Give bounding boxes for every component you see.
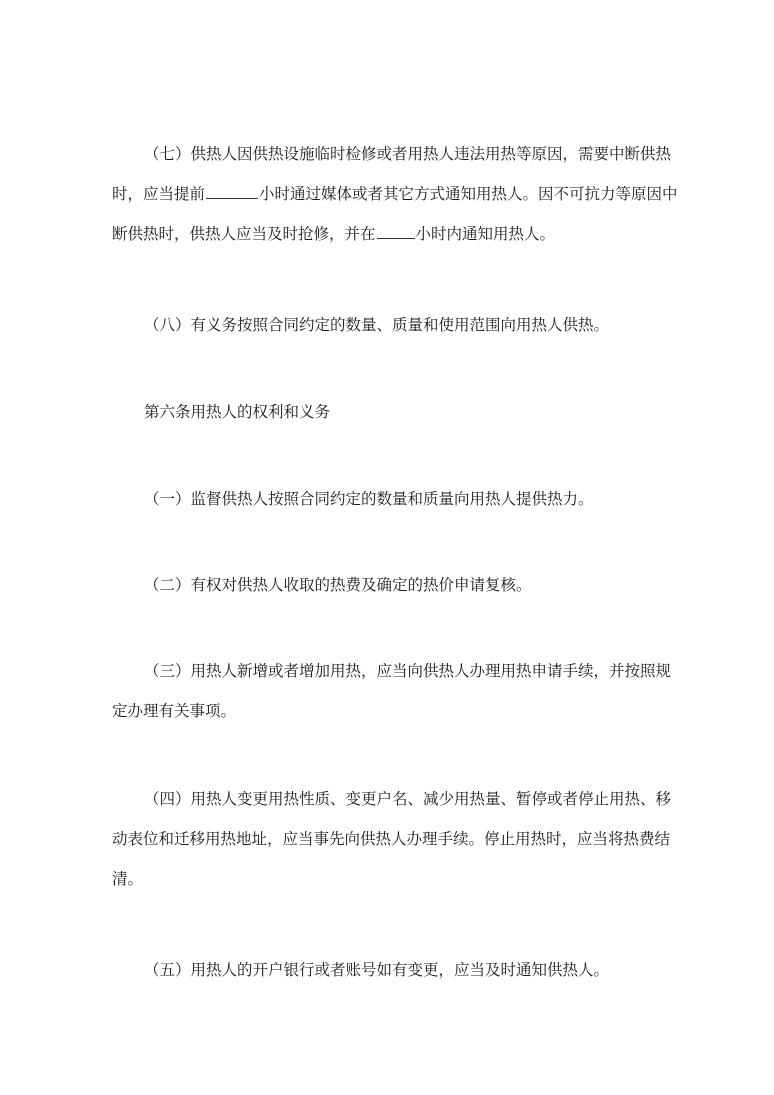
clause-7-line-3 (112, 214, 664, 254)
clause-8-line-1: （八）有义务按照合同约定的数量、质量和使用范围向用热人供热。 (144, 316, 610, 334)
item-2-paragraph (112, 565, 664, 605)
item-3-paragraph (112, 651, 672, 731)
item-5-paragraph (112, 950, 664, 990)
item-4-line-1: （四）用热人变更用热性质、变更户名、减少用热量、暂停或者停止用热、移 (144, 790, 672, 808)
clause-7-line-2 (112, 174, 678, 214)
notice-hours-blank (206, 180, 258, 199)
clause-7-paragraph (112, 134, 678, 254)
clause-7-line-3-text-a: 断供热时，供热人应当及时抢修，并在 (112, 225, 376, 243)
repair-hours-blank (377, 220, 415, 239)
clause-7-line-1: （七）供热人因供热设施临时检修或者用热人违法用热等原因，需要中断供热 (144, 145, 672, 163)
article-6-heading (112, 392, 664, 432)
clause-8-paragraph (112, 305, 664, 345)
item-3-line-1: （三）用热人新增或者增加用热，应当向供热人办理用热申请手续，并按照规 (144, 662, 672, 680)
clause-7-line-3-text-b: 小时内通知用热人。 (415, 225, 556, 243)
item-4-paragraph (112, 779, 672, 899)
item-2-line-1: （二）有权对供热人收取的热费及确定的热价申请复核。 (144, 576, 532, 594)
item-1-line-1: （一）监督供热人按照合同约定的数量和质量向用热人提供热力。 (144, 490, 594, 508)
item-4-line-2: 动表位和迁移用热地址，应当事先向供热人办理手续。停止用热时，应当将热费结 (112, 830, 671, 848)
item-4-line-3: 清。 (112, 870, 144, 888)
item-1-paragraph (112, 479, 664, 519)
item-5-line-1: （五）用热人的开户银行或者账号如有变更，应当及时通知供热人。 (144, 961, 610, 979)
article-6-heading-text: 第六条用热人的权利和义务 (144, 403, 331, 421)
clause-7-line-2-text-a: 时，应当提前 (112, 185, 206, 203)
item-3-line-2: 定办理有关事项。 (112, 702, 237, 720)
clause-7-line-2-text-b: 小时通过媒体或者其它方式通知用热人。因不可抗力等原因中 (259, 185, 678, 203)
